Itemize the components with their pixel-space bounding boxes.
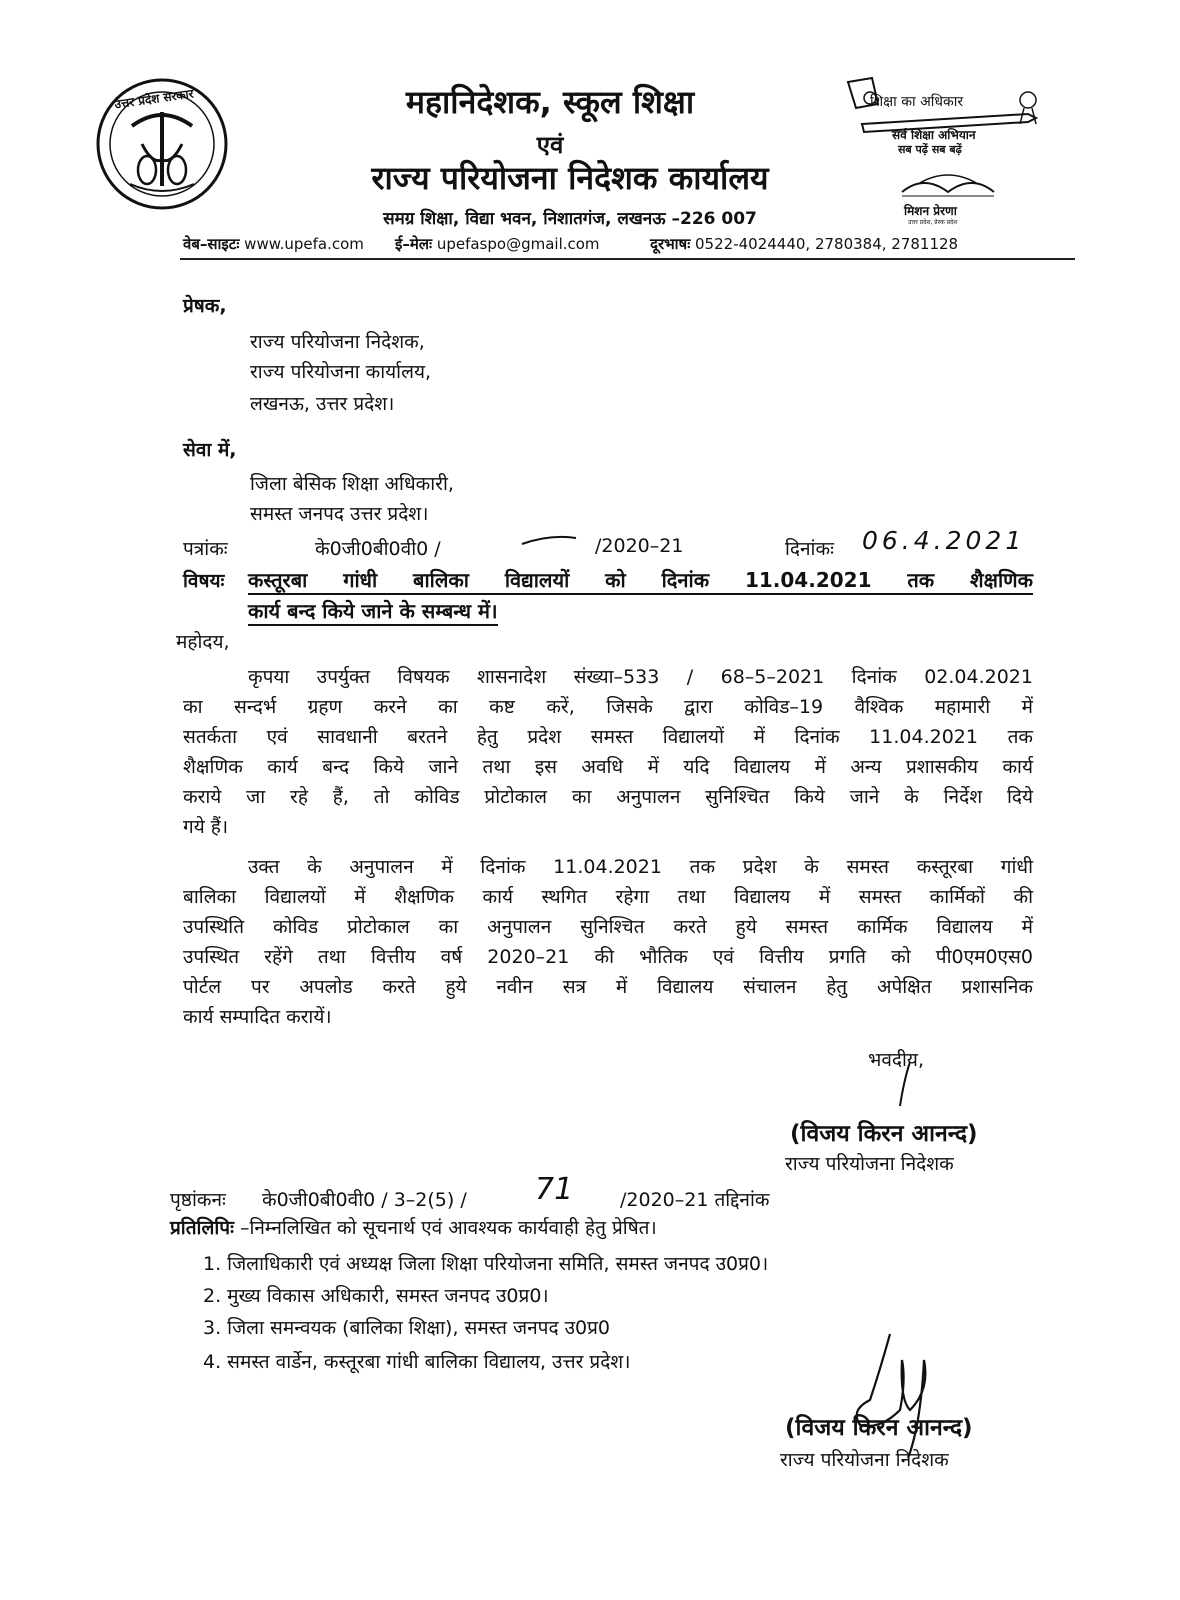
sender-line: राज्य परियोजना निदेशक, (250, 331, 425, 353)
handwritten-dash (520, 530, 580, 550)
copy-to (170, 1214, 657, 1240)
ref-code: के0जी0बी0वी0 / (315, 538, 441, 560)
para1-line: का सन्दर्भ ग्रहण करने का कष्ट करें, जिसके द्वारा कोविड–19 वैश्विक महामारी में (183, 696, 1033, 718)
ssa-text: सर्व शिक्षा अभियान (892, 128, 976, 142)
recipient-line: समस्त जनपद उत्तर प्रदेश। (250, 503, 429, 525)
header-divider (180, 258, 1075, 260)
phone-number: 0522-4024440, 2780384, 2781128 (695, 235, 959, 253)
phone-label: दूरभाषः (650, 235, 691, 253)
endorsement-label: पृष्ठांकनः (170, 1189, 226, 1211)
copy-list-item: 2. मुख्य विकास अधिकारी, समस्त जनपद उ0प्र0। (203, 1285, 549, 1307)
salutation: महोदय, (176, 631, 230, 653)
handwritten-date: 06.4.2021 (862, 526, 1026, 555)
mission-prerna-text: मिशन प्रेरणा (904, 204, 957, 218)
subject-line1: कस्तूरबा गांधी बालिका विद्यालयों को दिनांक 11.04.2021 तक शैक्षणिक (248, 566, 1033, 595)
date-label: दिनांकः (785, 538, 834, 560)
ref-year: /2020–21 (595, 535, 684, 557)
sender-label: प्रेषक, (183, 295, 227, 317)
email-link[interactable]: upefaspo@gmail.com (436, 235, 600, 253)
org-title-line3: राज्य परियोजना निदेशक कार्यालय (371, 159, 769, 197)
signatory-name-2: (विजय किरन आनन्द) (785, 1415, 973, 1441)
para1-line: कराये जा रहे हैं, तो कोविड प्रोटोकाल का अनुपालन सुनिश्चित किये जाने के निर्देश दिये (183, 786, 1033, 808)
copy-text: –निम्नलिखित को सूचनार्थ एवं आवश्यक कार्यवाही हेतु प्रेषित। (239, 1217, 657, 1239)
org-title-line2: एवं (536, 131, 564, 159)
endorsement-code: के0जी0बी0वी0 / 3–2(5) / (262, 1189, 467, 1211)
recipient-label: सेवा में, (183, 439, 237, 461)
endorsement-number-handwritten: 71 (535, 1172, 574, 1207)
para2-line: उपस्थित रहेंगे तथा वित्तीय वर्ष 2020–21 की भौतिक एवं वित्तीय प्रगति को पी0एम0एस0 (183, 946, 1033, 968)
mission-prerna-sub: उत्तर प्रदेश, प्रेरक प्रदेश (908, 219, 958, 226)
website-link[interactable]: www.upefa.com (244, 235, 364, 253)
website-label: वेब–साइटः (183, 235, 240, 253)
ssa-tagline: सब पढ़ें सब बढ़ें (898, 143, 962, 156)
signature-stroke (890, 1060, 920, 1110)
subject-label: विषयः (183, 570, 225, 592)
copy-list-item: 1. जिलाधिकारी एवं अध्यक्ष जिला शिक्षा परियोजना समिति, समस्त जनपद उ0प्र0। (203, 1253, 769, 1275)
para2-line: पोर्टल पर अपलोड करते हुये नवीन सत्र में विद्यालय संचालन हेतु अपेक्षित प्रशासनिक (183, 976, 1033, 998)
org-title-line1: महानिदेशक, स्कूल शिक्षा (405, 83, 695, 121)
para2-line: उक्त के अनुपालन में दिनांक 11.04.2021 तक प्रदेश के समस्त कस्तूरबा गांधी (248, 856, 1033, 878)
up-government-emblem (92, 74, 232, 214)
recipient-line: जिला बेसिक शिक्षा अधिकारी, (250, 473, 454, 495)
para1-line: गये हैं। (183, 816, 229, 838)
endorsement-tail: /2020–21 तद्दिनांक (620, 1189, 770, 1211)
contact-website (183, 234, 364, 254)
rte-logo (842, 74, 1042, 234)
rte-logo-title: शिक्षा का अधिकार (870, 94, 964, 110)
sender-line: राज्य परियोजना कार्यालय, (250, 361, 432, 383)
emblem-text: उत्तर प्रदेश सरकार (113, 86, 195, 112)
para1-line: शैक्षणिक कार्य बन्द किये जाने तथा इस अवधि में यदि विद्यालय में अन्य प्रशासकीय कार्य (183, 756, 1033, 778)
yours-faithfully: भवदीय, (868, 1049, 924, 1071)
para2-line: उपस्थिति कोविड प्रोटोकाल का अनुपालन सुनिश्चित करते हुये समस्त कार्मिक विद्यालय में (183, 916, 1033, 938)
email-label: ई–मेलः (395, 235, 433, 253)
signatory-designation: राज्य परियोजना निदेशक (785, 1153, 954, 1175)
copy-label: प्रतिलिपिः (170, 1217, 234, 1239)
contact-phone (650, 234, 958, 254)
copy-list-item: 4. समस्त वार्डेन, कस्तूरबा गांधी बालिका विद्यालय, उत्तर प्रदेश। (203, 1351, 631, 1373)
org-address: समग्र शिक्षा, विद्या भवन, निशातगंज, लखनऊ –226 007 (383, 209, 757, 229)
para2-line: बालिका विद्यालयों में शैक्षणिक कार्य स्थगित रहेगा तथा विद्यालय में समस्त कार्मिकों की (183, 886, 1033, 908)
paragraph-1 (183, 662, 1033, 842)
signatory-designation-2: राज्य परियोजना निदेशक (780, 1449, 949, 1471)
para2-line: कार्य सम्पादित करायें। (183, 1006, 332, 1028)
copy-list-item: 3. जिला समन्वयक (बालिका शिक्षा), समस्त जनपद उ0प्र0 (203, 1317, 610, 1339)
para1-line: कृपया उपर्युक्त विषयक शासनादेश संख्या–533 / 68–5–2021 दिनांक 02.04.2021 (248, 666, 1033, 688)
sender-line: लखनऊ, उत्तर प्रदेश। (250, 393, 395, 415)
contact-email (395, 234, 600, 254)
para1-line: सतर्कता एवं सावधानी बरतने हेतु प्रदेश समस्त विद्यालयों में दिनांक 11.04.2021 तक (183, 726, 1033, 748)
ref-label: पत्रांकः (183, 538, 228, 560)
signatory-name: (विजय किरन आनन्द) (790, 1121, 978, 1147)
subject-line2: कार्य बन्द किये जाने के सम्बन्ध में। (248, 597, 498, 626)
paragraph-2 (183, 852, 1033, 1032)
